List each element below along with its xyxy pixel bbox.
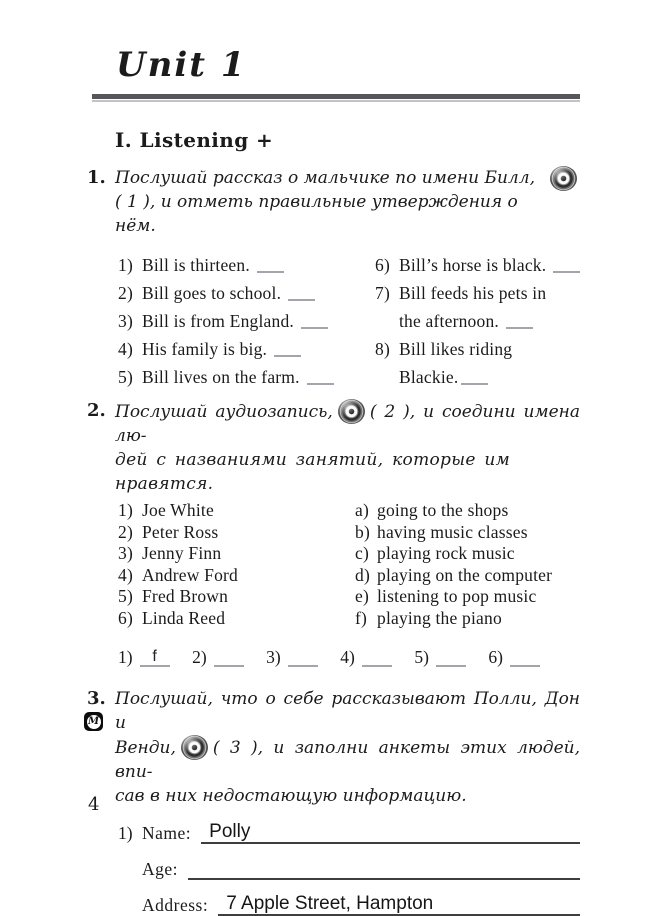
age-label: Age: (142, 859, 179, 879)
activity-text: listening to pop music (377, 586, 537, 606)
unit-title: Unit 1 (116, 45, 247, 85)
name-text: Jenny Finn (142, 543, 222, 563)
exercise-2-instruction (115, 399, 580, 496)
answer-number: 3) (266, 647, 281, 667)
activity-text: playing rock music (377, 543, 515, 563)
address-label: Address: (142, 895, 209, 915)
workbook-page (0, 45, 650, 915)
item-number: 3) (118, 311, 133, 331)
answer-blank (436, 645, 466, 667)
exercise-3 (87, 687, 580, 916)
activity-text: playing the piano (377, 607, 502, 628)
item-number: 4) (118, 339, 133, 359)
item-number: 2) (118, 283, 133, 303)
name-text: Fred Brown (142, 586, 229, 606)
answer-number: 2) (192, 647, 207, 667)
activity-letter: b) (355, 521, 370, 542)
list-item (118, 363, 375, 391)
matching-row (118, 522, 580, 544)
answer-blank (257, 268, 284, 273)
list-item (118, 279, 375, 307)
unit-rule-thin (92, 100, 580, 102)
answer-cell (118, 645, 170, 667)
list-item (118, 307, 375, 335)
activity-letter: e) (355, 586, 369, 606)
answers-row (118, 645, 540, 667)
form-row-address (118, 890, 580, 916)
person-form (115, 818, 580, 916)
answer-blank (362, 645, 392, 667)
item-number: 8) (375, 339, 390, 359)
name-text: Andrew Ford (142, 564, 239, 585)
cd-icon (181, 735, 208, 760)
instruction-line: дей с названиями занятий, которые им нравятся. (115, 450, 511, 494)
answer-cell (488, 645, 540, 667)
activity-text: playing on the computer (377, 564, 553, 585)
instruction-line (115, 735, 580, 784)
matching-row (118, 565, 580, 587)
name-number: 4) (118, 564, 133, 585)
age-field (188, 852, 580, 880)
answer-number: 5) (414, 647, 429, 667)
exercise-1-number: 1. (87, 167, 106, 188)
form-row-age (118, 854, 580, 880)
name-label: Name: (142, 823, 192, 843)
list-item (375, 279, 580, 335)
m-badge-icon (84, 712, 103, 731)
instruction-text: Венди, (115, 738, 176, 758)
list-item (375, 251, 580, 279)
answer-number: 1) (118, 647, 133, 667)
instruction-line: сав в них недостающую информацию. (115, 786, 467, 806)
exercise-3-instruction (115, 687, 580, 808)
instruction-line: Послушай рассказ о мальчике по имени Билл, (115, 168, 535, 188)
cd-icon (550, 166, 577, 191)
name-number: 6) (118, 607, 133, 628)
item-text: Bill goes to school. (142, 283, 282, 303)
activity-letter: a) (355, 500, 369, 520)
answer-blank (288, 645, 318, 667)
answer-blank (214, 645, 244, 667)
item-text: Blackie. (399, 367, 459, 387)
form-number: 1) (118, 823, 133, 843)
form-row-name (118, 818, 580, 844)
matching-row (118, 500, 580, 522)
answer-blank (307, 380, 334, 385)
list-item (118, 335, 375, 363)
name-text: Joe White (142, 500, 214, 520)
instruction-line (115, 399, 580, 448)
matching-row (118, 586, 580, 608)
exercise-1-instruction (115, 166, 535, 238)
name-number: 5) (118, 586, 133, 606)
answer-blank (301, 324, 328, 329)
exercise-1 (87, 166, 580, 391)
matching-row (118, 543, 580, 565)
item-text: Bill’s horse is black. (399, 255, 547, 275)
answer-blank (461, 380, 488, 385)
answer-blank (274, 352, 301, 357)
item-number: 6) (375, 255, 390, 275)
m-badge-letter: M (87, 715, 100, 727)
section-title: I. Listening + (115, 128, 274, 152)
page-number: 4 (88, 794, 100, 815)
items-left-column (118, 251, 375, 391)
instruction-text: ( 2 ), и соедини имена лю- (115, 402, 580, 446)
items-right-column (375, 251, 580, 391)
answer-blank (140, 645, 170, 667)
answer-number: 6) (488, 647, 503, 667)
name-text: Linda Reed (142, 607, 226, 628)
activity-text: going to the shops (377, 500, 509, 520)
exercise-3-number: 3. (87, 688, 106, 709)
name-number: 1) (118, 500, 133, 520)
item-text: Bill likes riding (399, 339, 513, 359)
answer-blank (553, 268, 580, 273)
item-number: 7) (375, 283, 390, 303)
activity-text: having music classes (377, 521, 528, 542)
exercise-2 (87, 399, 580, 667)
answer-blank (510, 645, 540, 667)
answer-cell (192, 645, 244, 667)
instruction-text: Послушай аудиозапись, (115, 402, 333, 422)
activity-letter: f) (355, 607, 368, 628)
instruction-line: ( 1 ), и отметь правильные утверждения о нём. (115, 192, 518, 236)
name-text: Peter Ross (142, 521, 219, 542)
item-number: 5) (118, 367, 133, 387)
answer-blank (288, 296, 315, 301)
exercise-1-items (118, 251, 580, 391)
exercise-2-number: 2. (87, 400, 106, 421)
activity-letter: c) (355, 543, 369, 563)
answer-value: f (152, 648, 157, 665)
item-number: 1) (118, 255, 133, 275)
cd-icon (338, 399, 365, 424)
item-text: Bill is thirteen. (142, 255, 250, 275)
name-field (201, 816, 580, 844)
answer-cell (414, 645, 466, 667)
name-value: Polly (209, 821, 251, 842)
name-number: 3) (118, 543, 133, 563)
answer-cell (340, 645, 392, 667)
page-content (87, 45, 580, 916)
item-text: Bill is from England. (142, 311, 294, 331)
item-text: His family is big. (142, 339, 268, 359)
name-number: 2) (118, 521, 133, 542)
address-field (218, 888, 580, 916)
instruction-text: ( 3 ), и заполни анкеты этих людей, впи- (115, 738, 580, 782)
item-text: Bill feeds his pets in (399, 283, 547, 303)
list-item (375, 335, 580, 391)
item-text: the afternoon. (399, 311, 499, 331)
matching-lists (118, 500, 580, 629)
item-text: Bill lives on the farm. (142, 367, 300, 387)
unit-rule-thick (92, 94, 580, 99)
address-value: 7 Apple Street, Hampton (226, 893, 434, 914)
matching-row (118, 608, 580, 630)
list-item (118, 251, 375, 279)
answer-number: 4) (340, 647, 355, 667)
answer-cell (266, 645, 318, 667)
activity-letter: d) (355, 564, 370, 585)
instruction-line: Послушай, что о себе рассказывают Полли, Дон и (115, 689, 580, 733)
answer-blank (506, 324, 533, 329)
